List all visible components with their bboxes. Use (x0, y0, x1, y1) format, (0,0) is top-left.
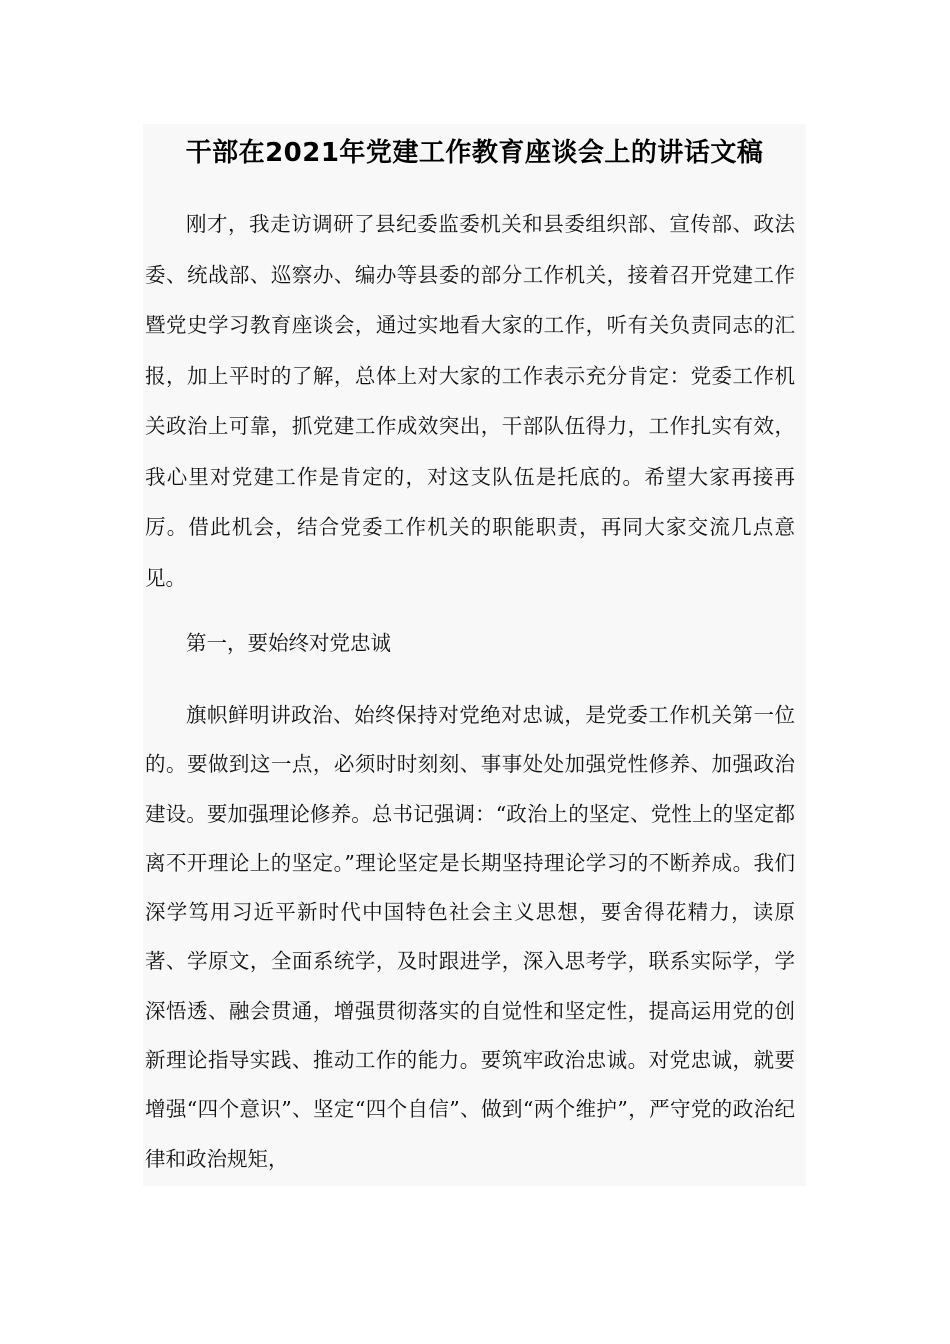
section-heading-first: 第一，要始终对党忠诚 (186, 631, 391, 655)
document-title: 干部在2021年党建工作教育座谈会上的讲话文稿 (185, 138, 764, 168)
paragraph-intro: 刚才，我走访调研了县纪委监委机关和县委组织部、宣传部、政法委、统战部、巡察办、编办等县委的部分工作机关，接着召开党建工作暨党史学习教育座谈会，通过实地看大家的工作，听有关负责同志的汇报，加上平时的了解，总体上对大家的工作表示充分肯定：党委工作机关政治上可靠，抓党建工作成效突出，干部队伍得力，工作扎实有效，我心里对党建工作是肯定的，对这支队伍是托底的。希望大家再接再厉。借此机会，结合党委工作机关的职能职责，再同大家交流几点意见。 (145, 212, 795, 590)
paragraph-loyalty: 旗帜鲜明讲政治、始终保持对党绝对忠诚，是党委工作机关第一位的。要做到这一点，必须时时刻刻、事事处处加强党性修养、加强政治建设。要加强理论修养。总书记强调：“政治上的坚定、党性上的坚定都离不开理论上的坚定。”理论坚定是长期坚持理论学习的不断养成。我们深学笃用习近平新时代中国特色社会主义思想，要舍得花精力，读原著、学原文，全面系统学，及时跟进学，深入思考学，联系实际学，学深悟透、融会贯通，增强贯彻落实的自觉性和坚定性，提高运用党的创新理论指导实践、推动工作的能力。要筑牢政治忠诚。对党忠诚，就要增强“四个意识”、坚定“四个自信”、做到“两个维护”，严守党的政治纪律和政治规矩， (145, 703, 795, 1171)
